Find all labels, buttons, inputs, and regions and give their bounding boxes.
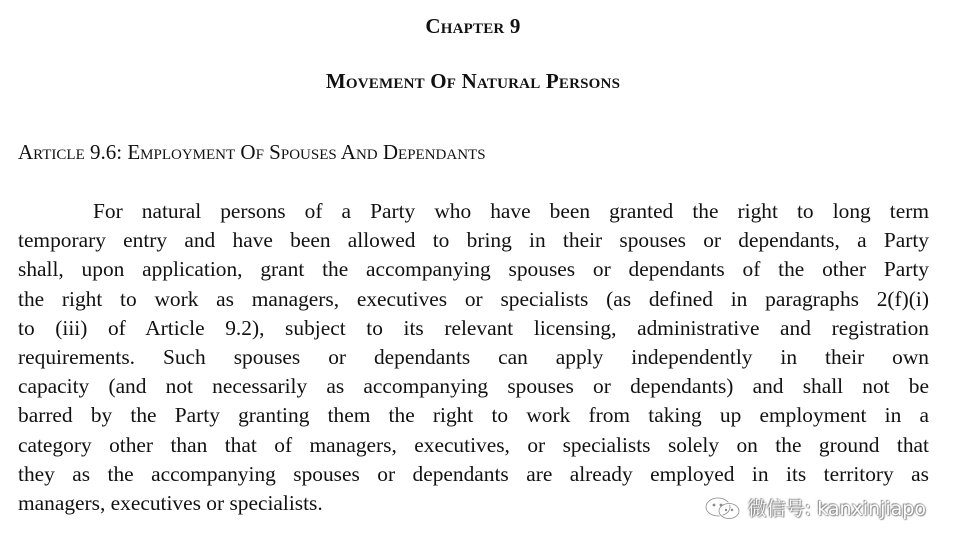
paragraph-line: the right to work as managers, executives or specialists (as defined in paragraphs 2(f)(i)	[18, 286, 929, 311]
article-paragraph	[18, 197, 929, 518]
paragraph-line: they as the accompanying spouses or dependants are already employed in its territory as	[18, 461, 929, 486]
wechat-icon	[704, 496, 742, 520]
chapter-heading: Chapter 9	[425, 14, 521, 38]
paragraph-line: barred by the Party granting them the right to work from taking up employment in a	[18, 403, 929, 428]
article-heading: Article 9.6: Employment Of Spouses And Dependants	[18, 140, 486, 164]
paragraph-line: category other than that of managers, executives, or specialists solely on the ground that	[18, 432, 929, 457]
paragraph-line: capacity (and not necessarily as accompanying spouses or dependants) and shall not be	[18, 374, 929, 399]
paragraph-line: managers, executives or specialists.	[18, 491, 323, 516]
watermark-text: 微信号: kanxinjiapo	[747, 498, 926, 520]
wechat-watermark	[704, 494, 926, 521]
paragraph-line: For natural persons of a Party who have been granted the right to long term	[93, 199, 929, 223]
paragraph-line: temporary entry and have been allowed to bring in their spouses or dependants, a Party	[18, 228, 929, 253]
paragraph-line: to (iii) of Article 9.2), subject to its relevant licensing, administrative and registration	[18, 315, 929, 340]
section-title: Movement Of Natural Persons	[325, 69, 621, 93]
paragraph-line: requirements. Such spouses or dependants can apply independently in their own	[18, 345, 929, 370]
paragraph-line: shall, upon application, grant the accompanying spouses or dependants of the other Party	[18, 257, 929, 282]
